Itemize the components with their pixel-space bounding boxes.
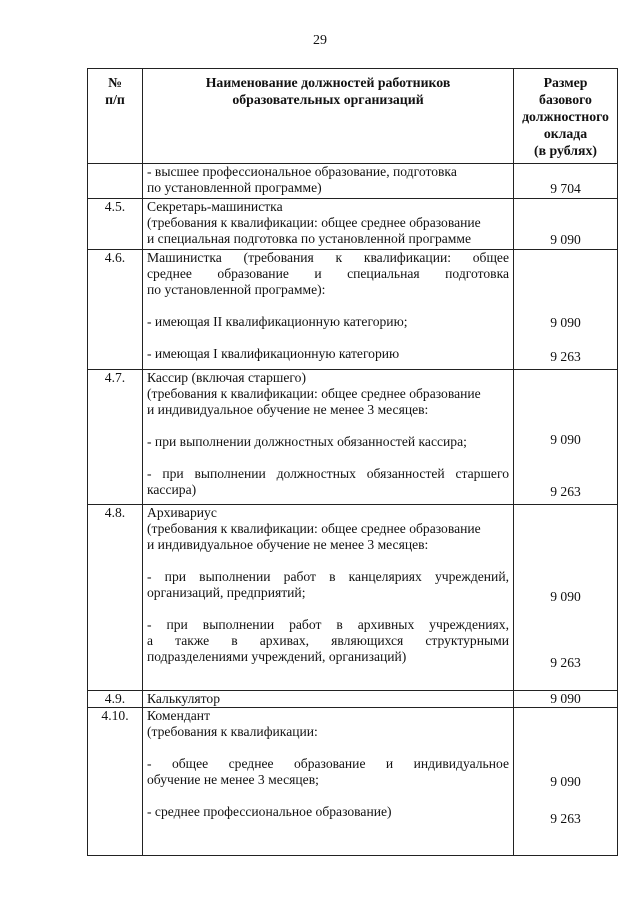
row-number	[88, 164, 143, 199]
row-description	[143, 199, 514, 250]
description-line: (требования к квалификации:	[147, 724, 318, 739]
description-line	[147, 450, 509, 466]
description-line	[147, 418, 509, 434]
row-description	[143, 370, 514, 505]
salary-value: 9 263	[550, 349, 581, 364]
header-number	[88, 69, 143, 164]
row-description	[143, 691, 514, 708]
table-row	[88, 164, 618, 199]
description-line: по установленной программе)	[147, 180, 322, 195]
description-line: (требования к квалификации: общее среднее образование	[147, 521, 481, 536]
description-line: и индивидуальное обучение не менее 3 месяцев:	[147, 402, 429, 417]
salary-value: 9 090	[550, 589, 581, 604]
header-text-line: должностного	[522, 109, 609, 124]
description-line: Секретарь-машинистка	[147, 199, 283, 214]
salary-value: 9 090	[550, 774, 581, 789]
salary-table	[87, 68, 618, 856]
page-number: 29	[313, 33, 327, 48]
salary-value: 9 263	[550, 484, 581, 499]
salary-value: 9 263	[550, 655, 581, 670]
row-salary	[514, 708, 618, 856]
description-line: - при выполнении работ в канцеляриях учреждений,	[147, 569, 509, 584]
row-salary	[514, 164, 618, 199]
description-line: Машинистка (требования к квалификации: общее	[147, 250, 509, 265]
description-line	[147, 601, 509, 617]
table-row	[88, 370, 618, 505]
description-line: обучение не менее 3 месяцев;	[147, 772, 319, 787]
description-line: Калькулятор	[147, 691, 221, 706]
description-line: (требования к квалификации: общее среднее образование	[147, 386, 481, 401]
table-row	[88, 199, 618, 250]
header-position-name	[143, 69, 514, 164]
header-text-line: базового	[539, 92, 592, 107]
description-line: кассира)	[147, 482, 197, 497]
header-text-line: Наименование должностей работников	[205, 75, 451, 90]
row-number: 4.5.	[88, 199, 143, 250]
header-text-line: п/п	[105, 92, 125, 107]
description-line: Комендант	[147, 708, 211, 723]
row-salary	[514, 199, 618, 250]
salary-value: 9 090	[550, 432, 581, 447]
description-line: среднее образование и специальная подготовка	[147, 266, 509, 281]
row-salary	[514, 370, 618, 505]
salary-value: 9 704	[550, 181, 581, 196]
description-line: - среднее профессиональное образование)	[147, 804, 392, 819]
salary-value: 9 090	[550, 691, 581, 706]
description-line	[147, 740, 509, 756]
table-row	[88, 691, 618, 708]
row-number: 4.10.	[88, 708, 143, 856]
description-line: - имеющая II квалификационную категорию;	[147, 314, 408, 329]
description-line	[147, 330, 509, 346]
salary-value: 9 090	[550, 315, 581, 330]
row-description	[143, 505, 514, 691]
salary-value: 9 090	[550, 232, 581, 247]
description-line: подразделениями учреждений, организаций)	[147, 649, 407, 664]
description-line	[147, 788, 509, 804]
salary-value: 9 263	[550, 811, 581, 826]
header-text-line: Размер	[543, 75, 588, 90]
header-text-line: №	[108, 75, 122, 90]
row-description	[143, 708, 514, 856]
description-line	[147, 298, 509, 314]
description-line: - общее среднее образование и индивидуальное	[147, 756, 509, 771]
description-line: - при выполнении работ в архивных учреждениях,	[147, 617, 509, 632]
row-number: 4.8.	[88, 505, 143, 691]
table-row	[88, 250, 618, 370]
table-row	[88, 505, 618, 691]
row-description	[143, 250, 514, 370]
row-number: 4.7.	[88, 370, 143, 505]
description-line: по установленной программе):	[147, 282, 326, 297]
row-salary	[514, 250, 618, 370]
description-line: организаций, предприятий;	[147, 585, 306, 600]
header-text-line: (в рублях)	[534, 143, 597, 158]
description-line: (требования к квалификации: общее среднее образование	[147, 215, 481, 230]
header-text-line: оклада	[543, 126, 588, 141]
row-salary	[514, 505, 618, 691]
header-text-line: образовательных организаций	[232, 92, 424, 107]
description-line: Архивариус	[147, 505, 217, 520]
header-base-salary	[514, 69, 618, 164]
table-row	[88, 708, 618, 856]
description-line	[147, 553, 509, 569]
row-salary	[514, 691, 618, 708]
row-description	[143, 164, 514, 199]
row-number: 4.6.	[88, 250, 143, 370]
description-line: - высшее профессиональное образование, подготовка	[147, 164, 457, 179]
table-header-row	[88, 69, 618, 164]
description-line: - при выполнении должностных обязанностей кассира;	[147, 434, 467, 449]
description-line: и индивидуальное обучение не менее 3 месяцев:	[147, 537, 429, 552]
description-line: и специальная подготовка по установленной программе	[147, 231, 472, 246]
row-number: 4.9.	[88, 691, 143, 708]
description-line: Кассир (включая старшего)	[147, 370, 306, 385]
description-line: - при выполнении должностных обязанностей старшего	[147, 466, 509, 481]
description-line: - имеющая I квалификационную категорию	[147, 346, 400, 361]
description-line: а также в архивах, являющихся структурными	[147, 633, 509, 648]
